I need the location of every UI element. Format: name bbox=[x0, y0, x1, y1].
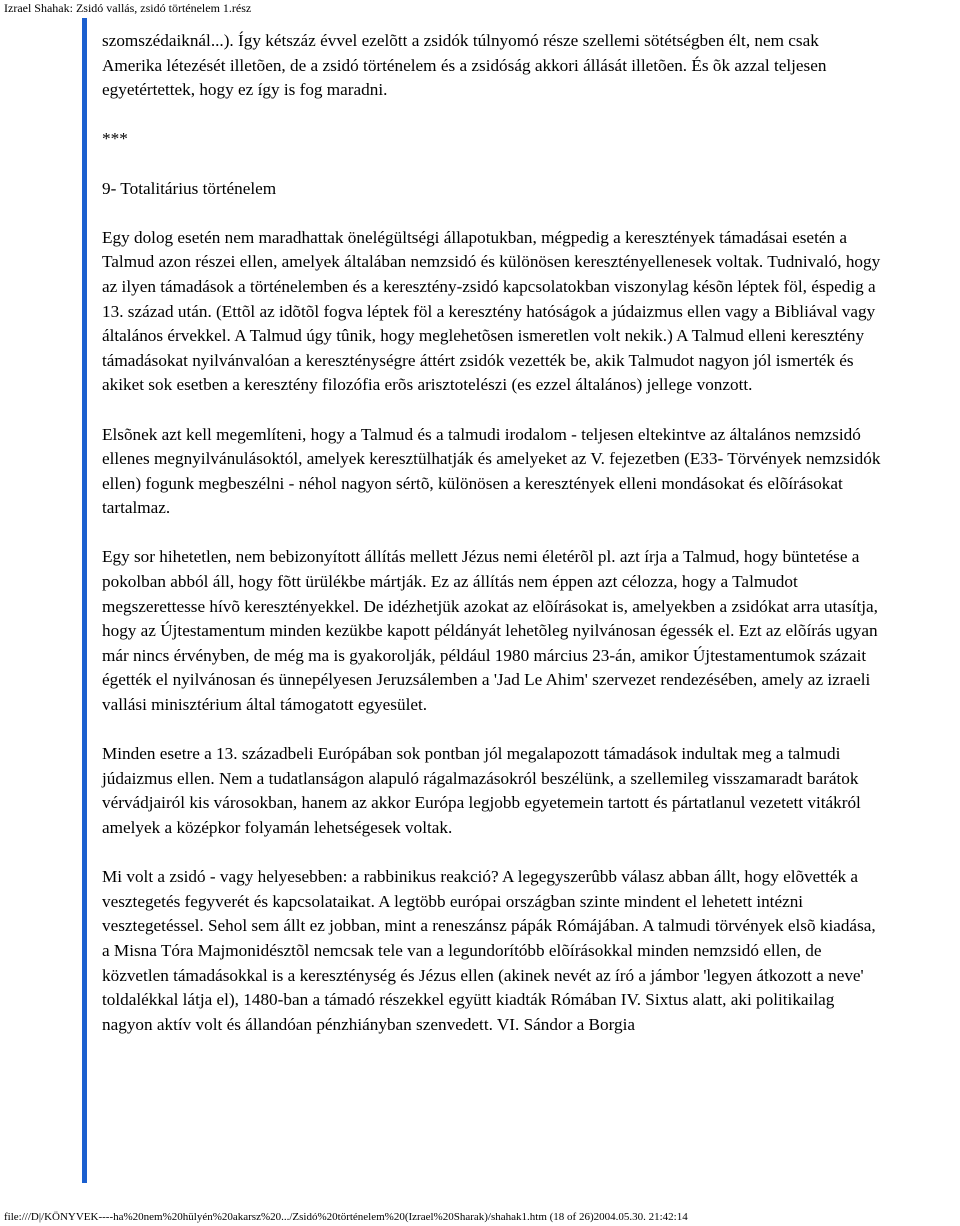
section-separator: *** bbox=[102, 129, 128, 149]
paragraph-talmud-attacks: Egy dolog esetén nem maradhattak önelégültségi állapotukban, mégpedig a keresztények támadásai esetén a Talmud azon részei ellen, amelyek általában nemzsidó és különösen keresztényellenesek voltak. Tudnivaló, hogy az ilyen támadások a történelemben és a keresztény-zsidó kapcsolatokban viszonylag késõn léptek föl, éspedig a 13. század után. (Ettõl az idõtõl fogva léptek föl a keresztény hatóságok a júdaizmus ellen vagy a Bibliával vagy általános érvekkel. A Talmud úgy tûnik, hogy meglehetõsen ismeretlen volt nekik.) A Talmud elleni keresztény támadásokat nyilvánvalóan a kereszténységre áttért zsidók vezették be, akik Talmudot nagyon jól ismerték és akiket sok esetben a keresztény filozófia erõs arisztotelészi (es ezzel általános) jellege vonzott. bbox=[102, 227, 881, 395]
section-heading: 9- Totalitárius történelem bbox=[102, 178, 277, 198]
paragraph-rabbinic-reaction: Mi volt a zsidó - vagy helyesebben: a rabbinikus reakció? A legegyszerûbb válasz abban állt, hogy elõvették a vesztegetés fegyverét és kapcsolataikat. A legtöbb európai országban szinte mindent el lehetett intézni vesztegetéssel. Sehol sem állt ez jobban, mint a reneszánsz pápák Rómájában. A talmudi törvények elsõ kiadása, a Misna Tóra Majmonidésztõl nemcsak tele van a legundorítóbb elõírásokkal minden nemzsidó ellen, de közvetlen támadásokkal is a kereszténység és Jézus ellen (akinek nevét az író a jámbor 'legyen átkozott a neve' toldalékkal látja el), 1480-ban a támadó részekkel együtt kiadták Rómában IV. Sixtus alatt, aki politikailag nagyon aktív volt és állandóan pénzhiányban szenvedett. VI. Sándor a Borgia bbox=[102, 867, 876, 1034]
article-content bbox=[102, 29, 882, 1062]
paragraph-first-mention: Elsõnek azt kell megemlíteni, hogy a Talmud és a talmudi irodalom - teljesen eltekintve az általános nemzsidó ellenes megnyilvánulásoktól, amelyek keresztülhatják és amelyeket az V. fejezetben (E33- Törvények nemzsidók ellen) fogunk megbeszélni - néhol nagyon sértõ, különösen a keresztények elleni mondásokat és elõírásokat tartalmaz. bbox=[102, 424, 881, 518]
page-header-title: Izrael Shahak: Zsidó vallás, zsidó történelem 1.rész bbox=[4, 1, 252, 15]
paragraph-13th-century: Minden esetre a 13. századbeli Európában sok pontban jól megalapozott támadások indultak meg a talmudi júdaizmus ellen. Nem a tudatlanságon alapuló rágalmazásokról beszélünk, a szellemileg visszamaradt barátok vérvádjairól kis városokban, hanem az akkor Európa legjobb egyetemein tartott és pártatlanul vezetett vitákról amelyek a középkor folyamán lehetségesek voltak. bbox=[102, 744, 861, 837]
page-footer-path: file:///D|/KÖNYVEK----ha%20nem%20hülyén%20akarsz%20.../Zsidó%20történelem%20(Izrael%20Sharak)/shahak1.htm (18 of 26)2004.05.30. 21:42:14 bbox=[4, 1211, 688, 1223]
blockquote-bar bbox=[82, 18, 87, 1183]
paragraph-claims: Egy sor hihetetlen, nem bebizonyított állítás mellett Jézus nemi életérõl pl. azt írja a Talmud, hogy büntetése a pokolban abból áll, hogy fõtt ürülékbe mártják. Ez az állítás nem éppen azt célozza, hogy a Talmudot megszerettesse hívõ keresztényekkel. De idézhetjük azokat az elõírásokat is, amelyekben a zsidókat arra utasítja, hogy az Újtestamentum minden kezükbe kapott példányát lehetõleg nyilvánosan égessék el. Ezt az elõírás ugyan már nincs érvényben, de még ma is gyakorolják, például 1980 március 23-án, amikor Újtestamentumok százait égették el nyilvánosan és ünnepélyesen Jeruzsálemben a 'Jad Le Ahim' szervezet rendezésében, amely az izraeli vallási minisztérium által támogatott egyesület. bbox=[102, 547, 878, 715]
paragraph-intro: szomszédaiknál...). Így kétszáz évvel ezelõtt a zsidók túlnyomó része szellemi sötétségben élt, nem csak Amerika létezését illetõen, de a zsidó történelem és a zsidóság akkori állását illetõen. És õk azzal teljesen egyetértettek, hogy ez így is fog maradni. bbox=[102, 31, 827, 100]
